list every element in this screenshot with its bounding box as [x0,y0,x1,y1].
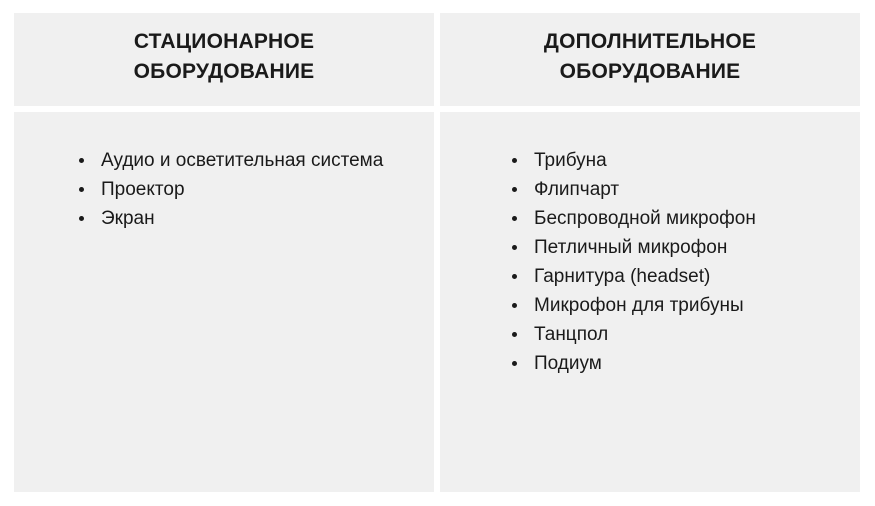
bullet-icon [512,332,517,337]
title-line: ОБОРУДОВАНИЕ [133,60,315,83]
bullet-icon [79,187,84,192]
bullet-icon [512,216,517,221]
list-item [79,146,383,175]
list-item [79,204,383,233]
list-item-label: Проектор [101,179,185,200]
bullet-icon [512,187,517,192]
additional-equipment-title [440,27,860,87]
bullet-icon [512,361,517,366]
list-item-label: Беспроводной микрофон [534,208,756,229]
list-item-label: Гарнитура (headset) [534,266,711,287]
list-item [512,146,756,175]
list-item [512,233,756,262]
list-item-label: Подиум [534,353,602,374]
bullet-icon [79,158,84,163]
list-item [79,175,383,204]
title-line: СТАЦИОНАРНОЕ [133,30,315,53]
list-item-label: Танцпол [534,324,609,345]
bullet-icon [512,158,517,163]
stationary-equipment-list [79,146,383,233]
list-item-label: Петличный микрофон [534,237,728,258]
additional-equipment-panel [440,112,860,492]
list-item [512,204,756,233]
bullet-icon [512,274,517,279]
list-item-label: Экран [101,208,155,229]
stationary-equipment-panel [14,112,434,492]
list-item [512,291,756,320]
title-line: ОБОРУДОВАНИЕ [559,60,741,83]
list-item [512,175,756,204]
bullet-icon [512,303,517,308]
stationary-equipment-title [14,27,434,87]
list-item-label: Флипчарт [534,179,620,200]
bullet-icon [79,216,84,221]
bullet-icon [512,245,517,250]
list-item [512,320,756,349]
additional-equipment-header [440,13,860,106]
title-line: ДОПОЛНИТЕЛЬНОЕ [543,30,757,53]
list-item-label: Трибуна [534,150,607,171]
list-item [512,349,756,378]
stationary-equipment-header [14,13,434,106]
list-item [512,262,756,291]
additional-equipment-list [512,146,756,378]
list-item-label: Аудио и осветительная система [101,150,384,171]
list-item-label: Микрофон для трибуны [534,295,744,316]
